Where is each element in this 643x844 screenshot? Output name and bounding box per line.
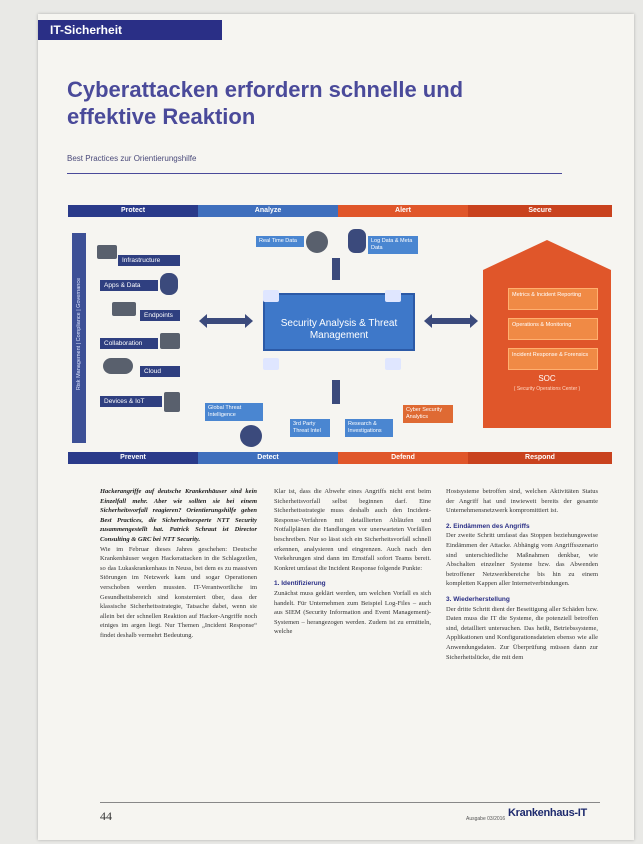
alert-screen-icon bbox=[385, 358, 401, 370]
heading-recovery: 3. Wiederherstellung bbox=[446, 595, 510, 603]
phase-defend: Defend bbox=[338, 452, 468, 464]
section-label: IT-Sicherheit bbox=[50, 23, 123, 37]
title-line-1: Cyberattacken erfordern schnelle und bbox=[67, 77, 464, 102]
building-icon bbox=[97, 245, 117, 259]
phase-secure: Secure bbox=[468, 205, 612, 217]
divider bbox=[67, 173, 562, 174]
soc-title: SOC bbox=[538, 374, 556, 383]
chart-monitor-icon bbox=[385, 290, 401, 302]
down-arrow bbox=[332, 258, 340, 280]
tag-research: Research & Investigations bbox=[345, 419, 393, 437]
column-2 bbox=[274, 487, 431, 637]
phase-alert: Alert bbox=[338, 205, 468, 217]
infra-infrastructure: Infrastructure bbox=[118, 255, 180, 266]
devices-icon bbox=[164, 392, 180, 412]
gauge-icon bbox=[306, 231, 328, 253]
phase-analyze: Analyze bbox=[198, 205, 338, 217]
soc-roof bbox=[483, 240, 611, 270]
article-title bbox=[67, 76, 537, 130]
footer-divider bbox=[100, 802, 600, 803]
lead-paragraph: Hackerangriffe auf deutsche Krankenhäuser sind kein Einzelfall mehr. Aber wie sollten sie bei einem Sicherheitsvorfall reagieren? Orientierungshilfe geben Best Practices, die Sicherheitsexperte NTT Security zusammengestellt hat. Patrick Schraut ist Director Consulting & GRC bei NTT Security. bbox=[100, 488, 257, 543]
cloud-icon bbox=[103, 358, 133, 374]
heading-identification: 1. Identifizierung bbox=[274, 580, 326, 588]
infra-collaboration: Collaboration bbox=[100, 338, 158, 349]
phase-detect: Detect bbox=[198, 452, 338, 464]
soc-subtitle: ( Security Operations Center ) bbox=[513, 386, 581, 392]
governance-text: Risk Management | Compliance | Governance bbox=[76, 277, 82, 391]
center-box-label: Security Analysis & Threat Management bbox=[280, 318, 398, 341]
paragraph: Der zweite Schritt umfasst das Stoppen beziehungsweise Eindämmen der Attacke. Abhängig vom Angriffsszenario sind unterschiedliche Maßnahmen denkbar, wie Abschalten einzelner Systeme bzw. das Abwenden betroffener Netzwerkbereiche bis hin zu einem kompletten Kappen aller Internetverbindungen. bbox=[446, 532, 598, 588]
computer-icon bbox=[112, 302, 136, 316]
issue-label: Ausgabe 03/2016 bbox=[466, 816, 506, 822]
governance-label bbox=[72, 233, 86, 443]
magazine-logo: Krankenhaus-IT bbox=[508, 807, 587, 819]
tag-global: Global Threat Intelligence bbox=[205, 403, 263, 421]
phase-prevent: Prevent bbox=[68, 452, 198, 464]
tag-third-party: 3rd Party Threat Intel bbox=[290, 419, 330, 437]
left-double-arrow bbox=[207, 318, 245, 324]
page-number: 44 bbox=[100, 809, 112, 823]
heading-containment: 2. Eindämmen des Angriffs bbox=[446, 522, 530, 530]
database-icon bbox=[160, 273, 178, 295]
infra-apps-data: Apps & Data bbox=[100, 280, 158, 291]
infra-devices-iot: Devices & IoT bbox=[100, 396, 162, 407]
phase-respond: Respond bbox=[468, 452, 612, 464]
infra-endpoints: Endpoints bbox=[140, 310, 180, 321]
phase-protect: Protect bbox=[68, 205, 198, 217]
up-arrow bbox=[332, 380, 340, 404]
title-line-2: effektive Reaktion bbox=[67, 104, 256, 129]
soc-card-metrics: Metrics & Incident Reporting bbox=[508, 288, 598, 310]
section-banner bbox=[42, 20, 222, 40]
paragraph: Zunächst muss geklärt werden, um welchen Vorfall es sich handelt. Für Unternehmen zum Beispiel Log-Files – auch aus SIEM (Security Information and Event Management)-Systemen – herangezogen werden. Zudem ist zu ermitteln, welche bbox=[274, 589, 431, 636]
paragraph: Der dritte Schritt dient der Beseitigung aller Schäden bzw. Daten muss die IT die Systeme, die potenziell betroffen sind, detailliert untersuchen. Das heißt, Betriebssysteme, Applikationen und Konfigurationsdateien ebenso wie alle Anwendungsdaten. Zur Überprüfung müssen dann zur Sicherheitslücke, die mit dem bbox=[446, 605, 598, 661]
soc-card-operations: Operations & Monitoring bbox=[508, 318, 598, 340]
soc-card-incident: Incident Response & Forensics bbox=[508, 348, 598, 370]
monitor-icon bbox=[263, 290, 279, 302]
globe-icon bbox=[240, 425, 262, 447]
radiation-icon bbox=[263, 358, 279, 370]
paragraph: Hostsysteme betroffen sind, welchen Aktivitäten Status der Angriff hat und inwieweit bereits der gesamte Unternehmensnetzwerk kompromittiert ist. bbox=[446, 488, 598, 515]
right-double-arrow bbox=[432, 318, 470, 324]
people-icon bbox=[160, 333, 180, 349]
tag-realtime: Real Time Data bbox=[256, 236, 304, 247]
paragraph: Klar ist, dass die Abwehr eines Angriffs nicht erst beim Sicherheitsvorfall selbst beginnen darf. Eine Sicherheitsstrategie muss deshalb auch den Incident-Response-Verfahren mit detaillierten Abläufen und Notfallplänen die Handlungen vor unerwarteten Vorfällen beschreiben. Nur so lässt sich ein Sicherheitsvorfall schnell erkennen, analysieren und eingrenzen. Auch nach den Vorkehrungen sind dann im Ernstfall sofort Teams bereit. Konkret umfasst die Incident Response folgende Punkte: bbox=[274, 488, 431, 572]
infra-cloud: Cloud bbox=[140, 366, 180, 377]
tag-cyber: Cyber Security Analytics bbox=[403, 405, 453, 423]
tag-logs: Log Data & Meta Data bbox=[368, 236, 418, 254]
column-3 bbox=[446, 487, 598, 662]
soc-house bbox=[483, 240, 611, 428]
column-1 bbox=[100, 487, 257, 641]
log-database-icon bbox=[348, 229, 366, 253]
paragraph: Wie im Februar dieses Jahres geschehen: Deutsche Krankenhäuser wegen Hackerattacken in die Schlagzeilen, so das Lukaskrankenhaus in Neuss, bei dem es zu massiven Störungen im Netzwerk kam und sogar Operationen verschoben werden mussten. IT-Verantwortliche im Gesundheitsbereich sind konsterniert über, dass der klassische Sicherheitsstrategie, Tatsache dabei, wenn sie allein bei der schnellen Reaktion auf Hacker-Angriffe noch einiges im argen liegt. Nur Themen „Incident Response“ findet deshalb vermehrt Bedeutung. bbox=[100, 545, 257, 639]
article-subtitle: Best Practices zur Orientierungshilfe bbox=[67, 154, 197, 163]
